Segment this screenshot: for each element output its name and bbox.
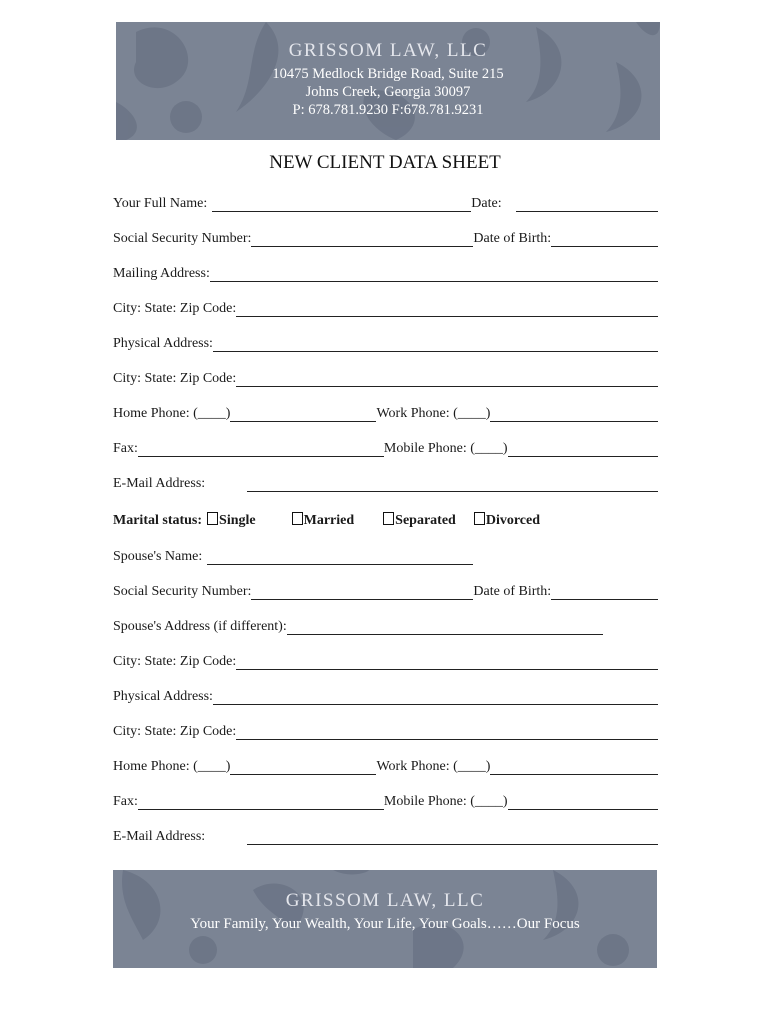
spouse-name-row: [113, 543, 658, 565]
dob-label: Date of Birth:: [473, 231, 552, 246]
spouse-city-state-zip-label: City: State: Zip Code:: [113, 654, 237, 669]
email-field[interactable]: [247, 476, 658, 492]
spouse-address-row: [113, 613, 658, 635]
spouse-city-state-zip-label-2: City: State: Zip Code:: [113, 724, 237, 739]
spouse-ssn-label: Social Security Number:: [113, 584, 252, 599]
checkbox-icon[interactable]: [383, 512, 394, 525]
spouse-mobile-phone-label: Mobile Phone: (____): [383, 794, 508, 809]
spouse-ssn-row: [113, 578, 658, 600]
marital-status-label: Marital status:: [113, 513, 203, 528]
city-state-zip-label: City: State: Zip Code:: [113, 301, 237, 316]
mailing-address-field[interactable]: [210, 266, 658, 282]
spouse-physical-address-label: Physical Address:: [113, 689, 213, 704]
dob-field[interactable]: [551, 231, 658, 247]
spouse-fax-label: Fax:: [113, 794, 138, 809]
header-banner: [116, 22, 660, 140]
fax-label: Fax:: [113, 441, 138, 456]
fax-mobile-row: [113, 435, 658, 457]
home-phone-label: Home Phone: (____): [113, 406, 231, 421]
spouse-dob-field[interactable]: [551, 584, 658, 600]
spouse-home-phone-field[interactable]: [230, 759, 376, 775]
email-label: E-Mail Address:: [113, 476, 206, 491]
spouse-fax-field[interactable]: [138, 794, 384, 810]
ssn-row: [113, 225, 658, 247]
full-name-field[interactable]: [212, 196, 471, 212]
ssn-label: Social Security Number:: [113, 231, 252, 246]
mobile-phone-field[interactable]: [508, 441, 658, 457]
phone-fax-line: P: 678.781.9230 F:678.781.9231: [292, 102, 484, 118]
ssn-field[interactable]: [251, 231, 473, 247]
city-state-zip-field[interactable]: [236, 301, 658, 317]
spouse-physical-address-row: [113, 683, 658, 705]
spouse-dob-label: Date of Birth:: [473, 584, 552, 599]
fax-field[interactable]: [138, 441, 384, 457]
spouse-city-state-zip-field-2[interactable]: [236, 724, 658, 740]
marital-option-divorced[interactable]: Divorced: [474, 512, 540, 529]
spouse-work-phone-field[interactable]: [490, 759, 658, 775]
spouse-ssn-field[interactable]: [251, 584, 473, 600]
footer-tagline: Your Family, Your Wealth, Your Life, Your Goals……Our Focus: [190, 916, 580, 932]
spouse-email-row: [113, 823, 658, 845]
physical-address-label: Physical Address:: [113, 336, 213, 351]
city-state-zip-row: [113, 295, 658, 317]
spouse-name-field[interactable]: [207, 549, 473, 565]
marital-status-row: [113, 507, 658, 529]
checkbox-icon[interactable]: [292, 512, 303, 525]
spouse-mobile-phone-field[interactable]: [508, 794, 658, 810]
spouse-city-state-zip-row: [113, 648, 658, 670]
spouse-address-field[interactable]: [287, 619, 603, 635]
city-state-zip-field-2[interactable]: [236, 371, 658, 387]
spouse-name-label: Spouse's Name:: [113, 549, 203, 564]
physical-address-row: [113, 330, 658, 352]
spouse-work-phone-label: Work Phone: (____): [376, 759, 491, 774]
footer-firm-name: GRISSOM LAW, LLC: [285, 890, 485, 911]
mailing-address-label: Mailing Address:: [113, 266, 210, 281]
spouse-city-state-zip-row-2: [113, 718, 658, 740]
footer-banner: [113, 870, 657, 968]
mailing-address-row: [113, 260, 658, 282]
spouse-email-label: E-Mail Address:: [113, 829, 206, 844]
checkbox-icon[interactable]: [207, 512, 218, 525]
work-phone-label: Work Phone: (____): [376, 406, 491, 421]
spouse-city-state-zip-field[interactable]: [236, 654, 658, 670]
spouse-phone-row: [113, 753, 658, 775]
spouse-fax-mobile-row: [113, 788, 658, 810]
address-line-2: Johns Creek, Georgia 30097: [305, 84, 471, 100]
mobile-phone-label: Mobile Phone: (____): [383, 441, 508, 456]
marital-option-married[interactable]: Married: [292, 512, 355, 529]
full-name-row: [113, 190, 658, 212]
city-state-zip-row-2: [113, 365, 658, 387]
marital-option-single[interactable]: Single: [207, 512, 256, 529]
marital-option-separated[interactable]: Separated: [383, 512, 456, 529]
date-field[interactable]: [516, 196, 658, 212]
checkbox-icon[interactable]: [474, 512, 485, 525]
date-label: Date:: [471, 196, 502, 211]
phone-row: [113, 400, 658, 422]
spouse-physical-address-field[interactable]: [213, 689, 658, 705]
email-row: [113, 470, 658, 492]
physical-address-field[interactable]: [213, 336, 658, 352]
address-line-1: 10475 Medlock Bridge Road, Suite 215: [272, 66, 504, 82]
city-state-zip-label-2: City: State: Zip Code:: [113, 371, 237, 386]
spouse-email-field[interactable]: [247, 829, 658, 845]
firm-name: GRISSOM LAW, LLC: [288, 40, 488, 61]
spouse-home-phone-label: Home Phone: (____): [113, 759, 231, 774]
spouse-address-label: Spouse's Address (if different):: [113, 619, 287, 634]
home-phone-field[interactable]: [230, 406, 376, 422]
full-name-label: Your Full Name:: [113, 196, 208, 211]
page-title: NEW CLIENT DATA SHEET: [269, 152, 501, 173]
work-phone-field[interactable]: [490, 406, 658, 422]
